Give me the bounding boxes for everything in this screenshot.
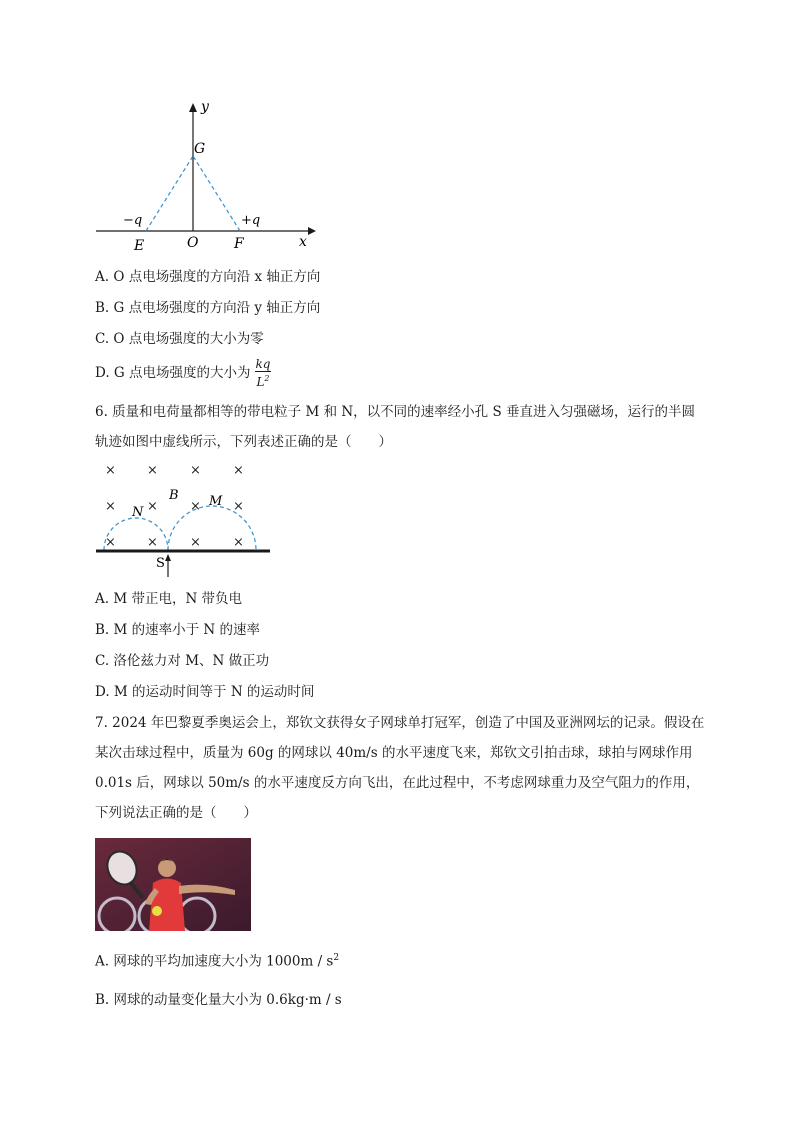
field-cross-marks [105,463,244,550]
cross-mark: × [190,463,201,478]
q5-option-c: C. O 点电场强度的大小为零 [95,331,264,347]
q5-option-b: B. G 点电场强度的方向沿 y 轴正方向 [95,300,321,316]
magnetic-field-diagram [92,455,277,580]
label-x: x [299,234,307,250]
dashed-line-FG [193,156,240,231]
tennis-ball [152,906,162,916]
q6-stem: 6. 质量和电荷量都相等的带电粒子 M 和 N，以不同的速率经小孔 S 垂直进入匀强磁场，运行的半圆轨迹如图中虚线所示，下列表述正确的是（ ） [95,404,696,450]
cross-mark: × [233,499,244,514]
fraction-denominator-exp: 2 [264,374,270,383]
label-F: F [234,236,244,252]
q7-stem: 7. 2024 年巴黎夏季奥运会上，郑钦文获得女子网球单打冠军，创造了中国及亚洲网坛的记录。假设在某次击球过程中，质量为 60g 的网球以 40m/s 的水平速度飞来，郑钦文引拍击球，球拍与网球作用 0.01s 后，网球以 50m/s 的水平速度反方向飞出，在此过程中，不考虑网球重力及空气阻力的作用，下列说法正确的是（ ） [95,715,705,821]
fraction-denominator [255,372,272,389]
cross-mark: × [190,535,201,550]
y-axis-arrow [189,103,197,112]
cross-mark: × [105,463,116,478]
q5-option-d-prefix: D. G 点电场强度的大小为 [95,365,251,381]
q6-option-b: B. M 的速率小于 N 的速率 [95,622,261,638]
q7-option-a-exp: 2 [333,953,340,963]
tennis-player-photo [95,838,251,931]
dashed-line-EG [146,156,193,231]
label-y: y [201,99,209,115]
cross-mark: × [147,463,158,478]
label-E: E [134,238,145,254]
q5-option-a: A. O 点电场强度的方向沿 x 轴正方向 [95,269,321,285]
cross-mark: × [147,535,158,550]
fraction-denominator-base: L [256,375,265,389]
q6-option-a: A. M 带正电，N 带负电 [95,591,243,607]
fraction-numerator: kq [255,357,271,371]
cross-mark: × [147,499,158,514]
cross-mark: × [105,499,116,514]
tennis-player-illustration [95,838,251,931]
player-head [158,859,176,877]
label-N: N [132,505,144,520]
label-M: M [209,494,223,509]
cross-mark: × [233,535,244,550]
q7-option-a-text: A. 网球的平均加速度大小为 1000m / s [95,953,334,970]
field-diagram [90,98,320,258]
label-pos-charge: +q [241,213,261,228]
q5-option-d [95,356,271,390]
q6-option-c: C. 洛伦兹力对 M、N 做正功 [95,653,270,669]
label-B: B [169,488,179,503]
q6-option-d: D. M 的运动时间等于 N 的运动时间 [95,684,315,700]
q7-option-a [95,948,339,972]
label-neg-charge: −q [123,213,143,228]
fraction-kq-over-L2 [255,358,272,389]
label-G: G [194,141,206,157]
q7-option-b: B. 网球的动量变化量大小为 0.6kg·m / s [95,992,342,1008]
entry-arrow-head [165,554,171,561]
cross-mark: × [190,499,201,514]
cross-mark: × [233,463,244,478]
label-S: S [156,556,165,571]
cross-mark: × [105,535,116,550]
label-O: O [187,235,199,251]
x-axis-arrow [308,227,316,235]
